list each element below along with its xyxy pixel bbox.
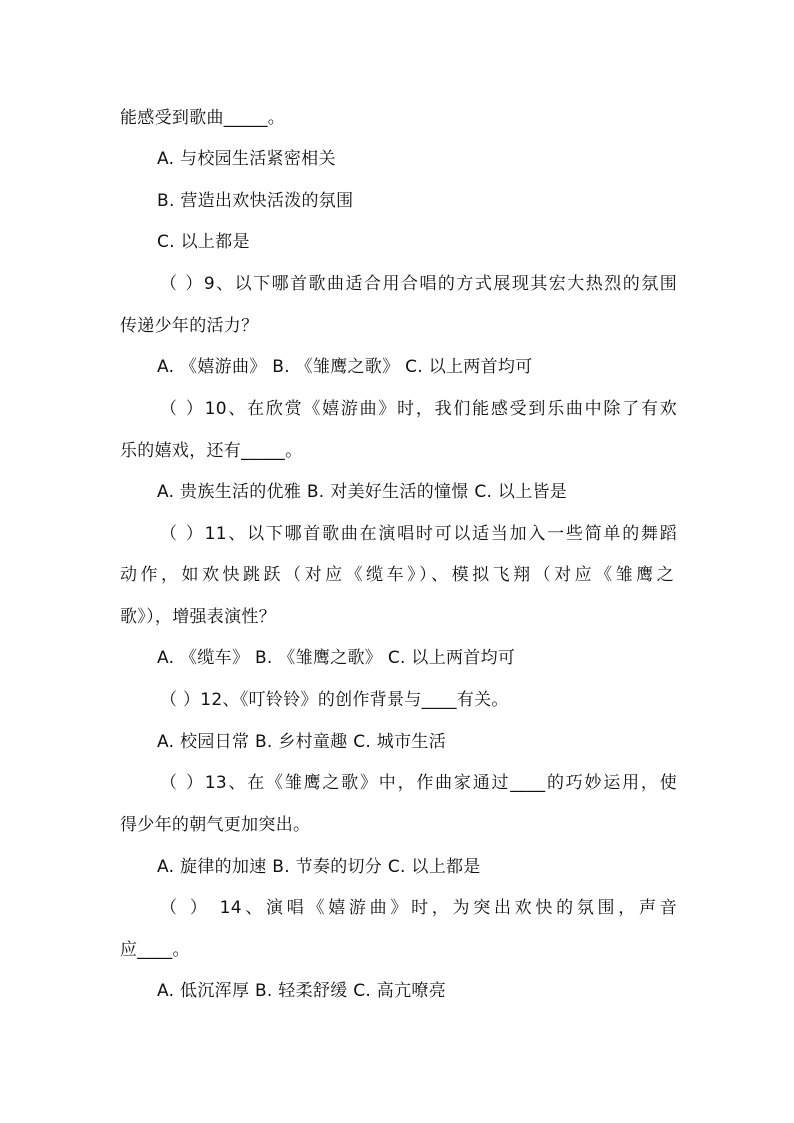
text-line: 能感受到歌曲_____。 bbox=[120, 108, 286, 128]
option-line: A. 低沉浑厚 B. 轻柔舒缓 C. 高亢嘹亮 bbox=[157, 981, 446, 1001]
option-line: C. 以上都是 bbox=[157, 232, 250, 252]
question-line: （ ）11、以下哪首歌曲在演唱时可以适当加入一些简单的舞蹈 bbox=[160, 524, 677, 544]
option-line: A. 《嬉游曲》 B. 《雏鹰之歌》 C. 以上两首均可 bbox=[157, 357, 533, 377]
text-line: 歌》），增强表演性？ bbox=[120, 607, 276, 627]
question-line: （ ）12、《叮铃铃》的创作背景与____有关。 bbox=[160, 690, 509, 710]
question-line: （ ） 14、演唱《嬉游曲》时，为突出欢快的氛围，声音 bbox=[160, 898, 677, 918]
option-line: A. 与校园生活紧密相关 bbox=[157, 149, 336, 169]
option-line: B. 营造出欢快活泼的氛围 bbox=[157, 191, 354, 211]
text-line: 动作，如欢快跳跃（对应《缆车》）、模拟飞翔（对应《雏鹰之 bbox=[120, 565, 674, 585]
option-line: A. 贵族生活的优雅 B. 对美好生活的憧憬 C. 以上皆是 bbox=[157, 482, 568, 502]
question-line: （ ）9、以下哪首歌曲适合用合唱的方式展现其宏大热烈的氛围 bbox=[160, 274, 677, 294]
text-line: 乐的嬉戏，还有_____。 bbox=[120, 441, 303, 461]
option-line: A. 旋律的加速 B. 节奏的切分 C. 以上都是 bbox=[157, 857, 481, 877]
option-line: A. 校园日常 B. 乡村童趣 C. 城市生活 bbox=[157, 732, 446, 752]
question-line: （ ）13、在《雏鹰之歌》中，作曲家通过____的巧妙运用，使 bbox=[160, 773, 677, 793]
text-line: 传递少年的活力？ bbox=[120, 316, 259, 336]
text-line: 应____。 bbox=[120, 940, 190, 960]
question-line: （ ）10、在欣赏《嬉游曲》时，我们能感受到乐曲中除了有欢 bbox=[160, 399, 677, 419]
text-line: 得少年的朝气更加突出。 bbox=[120, 815, 311, 835]
option-line: A. 《缆车》 B. 《雏鹰之歌》 C. 以上两首均可 bbox=[157, 648, 516, 668]
